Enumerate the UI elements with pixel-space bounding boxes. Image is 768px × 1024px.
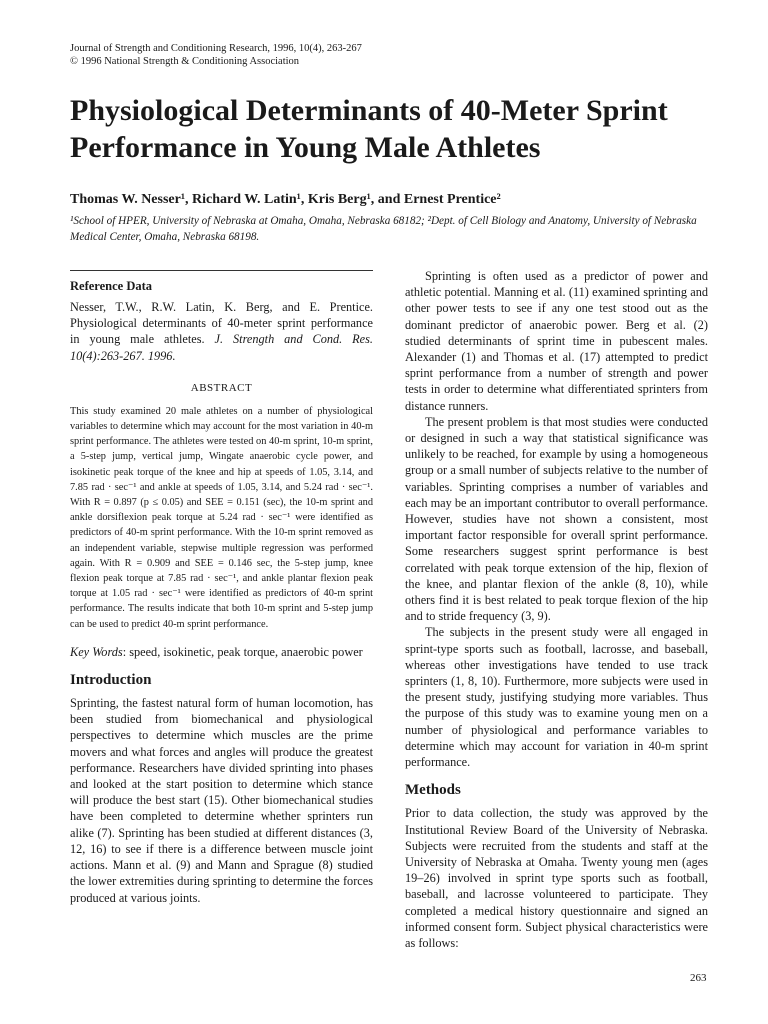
key-words-label: Key Words	[70, 644, 123, 659]
paragraph-present-problem: The present problem is that most studies were conducted or designed in such a way that statistical significance was unlikely to be reached, for example by using a homogeneous group or a small number of subjects relative to the number of variables. Sprinting comprises a number of variables and each may be an important contributor to overall performance. However, studies have not shown a consistent, most important factor responsible for overall sprint performance. Some researchers suggest sprint performance is best correlated with peak torque extension of the hip, flexion of the knee, and plantar flexion of the ankle (8, 10), while others find it is best related to peak torque flexion of the hip and to stride frequency (3, 9).	[405, 414, 708, 624]
introduction-text: Sprinting, the fastest natural form of human locomotion, has been studied from biomechanical and physiological perspectives to determine which muscles are the prime movers and what forces and angles will produce the greatest performance. Researchers have divided sprinting into phases and looked at the start position to determine which stance will produce the best start (15). Other biomechanical studies have been completed to determine whether sprinters run alike (7). Sprinting has been studied at different distances (3, 12, 16) to see if there is a difference between muscle joint actions. Mann et al. (9) and Mann and Sprague (8) studied the lower extremities during sprinting to determine the forces produced at various joints.	[70, 696, 373, 905]
right-column	[405, 268, 708, 951]
introduction-heading: Introduction	[70, 672, 152, 689]
methods-heading: Methods	[405, 782, 461, 799]
journal-citation: Journal of Strength and Conditioning Research, 1996, 10(4), 263-267	[70, 43, 362, 54]
key-words	[70, 644, 373, 660]
author-list: Thomas W. Nesser¹, Richard W. Latin¹, Kris Berg¹, and Ernest Prentice²	[70, 192, 501, 207]
abstract-heading: ABSTRACT	[190, 381, 253, 394]
reference-data-heading: Reference Data	[70, 279, 153, 293]
article-title: Physiological Determinants of 40-Meter Sprint Performance in Young Male Athletes	[70, 94, 668, 164]
reference-top-rule	[70, 270, 373, 271]
key-words-list: : speed, isokinetic, peak torque, anaerobic power	[122, 644, 363, 659]
methods-text: Prior to data collection, the study was approved by the Institutional Review Board of the University of Nebraska. Subjects were recruited from the students and staff at the University of Nebraska at Omaha. Twenty young men (ages 19–26) involved in sprint type sports such as football, baseball, and lacrosse volunteered to participate. They completed a medical history questionnaire and signed an informed consent form. Subject physical characteristics were as follows:	[405, 806, 708, 950]
reference-journal: J. Strength and Cond. Res. 10(4):263-267. 1996.	[70, 332, 373, 363]
abstract-text: This study examined 20 male athletes on a number of physiological variables to determine which may account for the most variation in 40-m sprint performance. The athletes were tested on 40-m sprint, 10-m sprint, a 5-step jump, vertical jump, Wingate anaerobic cycle power, and isokinetic peak torque of the knee and hip at speeds of 1.05, 3.14, and 7.85 rad · sec⁻¹ and ankle at speeds of 1.05, 3.14, and 5.24 rad · sec⁻¹. With R = 0.897 (p ≤ 0.05) and SEE = 0.151 (sec), the 10-m sprint and ankle dorsiflexion peak torque at 5.24 rad · sec⁻¹ were identified as predictors of 40-m sprint performance. With the 10-m sprint removed as an independent variable, stepwise multiple regression was performed again. With R = 0.909 and SEE = 0.146 sec, the 5-step jump, knee flexion peak torque at 7.85 rad · sec⁻¹, and ankle plantar flexion peak torque at 1.05 rad · sec⁻¹ were identified as predictors of 40-m sprint performance. The results indicate that both 10-m sprint and 5-step jump can be used to predict 40-m sprint performance.	[70, 405, 373, 630]
reference-citation	[70, 299, 373, 364]
paragraph-sprint-predictor: Sprinting is often used as a predictor of power and athletic potential. Manning et al. (11) examined sprinting and other power tests to see if any one test stood out as the dominant predictor of anaerobic power. Berg et al. (2) studied determinants of sprint time in pubescent males. Alexander (1) and Thomas et al. (17) attempted to predict sprint performance from a number of strength and power tests in order to determine what differentiated sprinters from distance runners.	[405, 269, 708, 413]
copyright-notice: © 1996 National Strength & Conditioning Association	[70, 56, 300, 67]
page-number: 263	[690, 972, 707, 984]
journal-header	[70, 42, 362, 68]
paragraph-subjects: The subjects in the present study were all engaged in sprint-type sports such as football, lacrosse, and baseball, whereas other investigations have tended to use track sprinters (1, 8, 10). Furthermore, more subjects were used in the present study, justifying studying more variables. Thus the purpose of this study was to examine young men on a number of physiological and performance variables to determine which may account for variation in 40-m sprint performance.	[405, 625, 708, 770]
author-affiliations: ¹School of HPER, University of Nebraska at Omaha, Omaha, Nebraska 68182; ²Dept. of Cell Biology and Anatomy, University of Nebraska Medical Center, Omaha, Nebraska 68198.	[70, 215, 697, 243]
left-column	[70, 270, 373, 906]
reference-citation-text: Nesser, T.W., R.W. Latin, K. Berg, and E. Prentice. Physiological determinants of 40-meter sprint performance in young male athletes.	[70, 300, 373, 347]
